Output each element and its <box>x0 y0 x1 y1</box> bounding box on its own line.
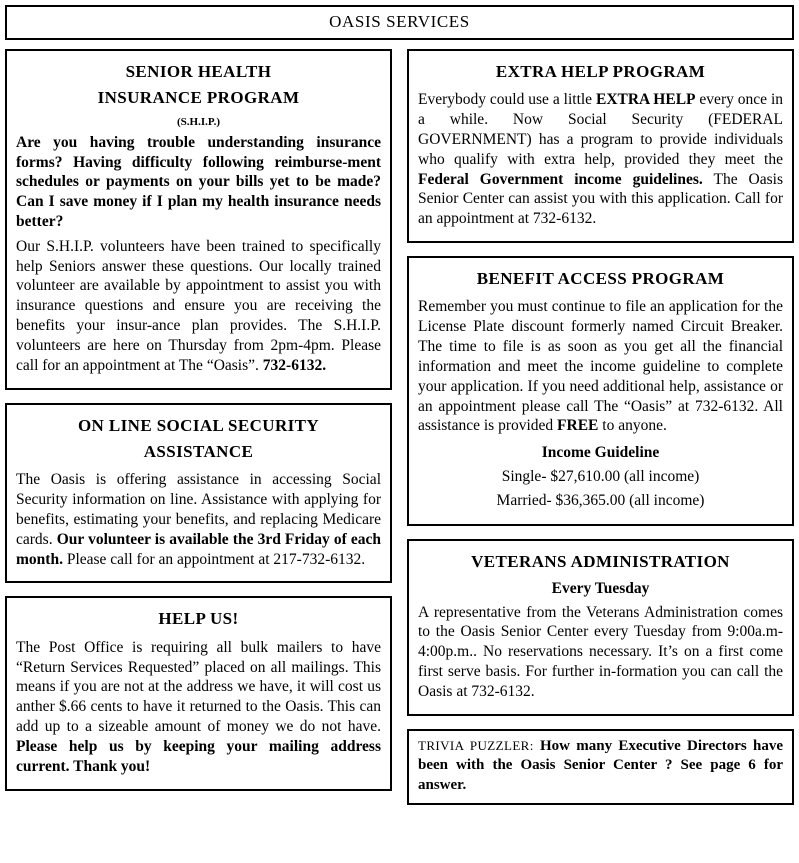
section-online-ss-paragraph <box>16 470 381 569</box>
help-us-bold-note: Please help us by keeping your mailing address current. Thank you! <box>16 737 381 775</box>
page-header <box>5 5 794 40</box>
section-veterans-subtitle: Every Tuesday <box>551 579 650 597</box>
section-extra-help-title: EXTRA HELP PROGRAM <box>495 62 706 81</box>
section-benefit-access-title: BENEFIT ACCESS PROGRAM <box>476 269 725 289</box>
section-extra-help <box>407 49 794 243</box>
online-ss-text-2: Please call for an appointment at 217-732-6132. <box>62 550 366 568</box>
section-online-ss-title <box>16 413 381 466</box>
extra-help-text-3: The Oasis Senior Center can assist you with this application. Call for an appointment at 732-6132. <box>418 170 783 228</box>
section-ship-title-line2: INSURANCE PROGRAM <box>97 88 300 108</box>
help-us-text: The Post Office is requiring all bulk mailers to have “Return Services Requested” placed on all mailings. This means if you are not at the address we have, it will cost us anther $.66 cents to have it returned to the Oasis. This can add up to a sizeable amount of money we do not have. <box>16 638 381 736</box>
benefit-text-1: Remember you must continue to file an application for the License Plate discount formerly named Circuit Breaker. The time to file is as soon as you get all the financial information and meet the income guideline to complete your application. If you need additional help, assistance or an appointment please call The “Oasis” at 732-6132. All assistance is provided <box>418 298 783 435</box>
section-benefit-access <box>407 256 794 526</box>
benefit-text-2: to anyone. <box>598 417 667 435</box>
section-veterans-title: VETERANS ADMINISTRATION <box>471 552 730 572</box>
section-veterans <box>407 539 794 715</box>
extra-help-text-2: every once in a while. Now Social Security (FEDERAL GOVERNMENT) has a program to provide individuals who qualify with extra help, provided they meet the <box>418 91 783 168</box>
section-benefit-access-paragraph <box>418 297 783 436</box>
section-ship <box>5 49 392 390</box>
income-guideline-single: Single- $27,610.00 (all income) <box>501 468 700 486</box>
right-column <box>407 49 794 805</box>
section-online-ss <box>5 403 392 584</box>
extra-help-text-1: Everybody could use a little <box>418 91 596 109</box>
section-help-us <box>5 596 392 790</box>
page-title: OASIS SERVICES <box>329 12 470 31</box>
section-ship-paragraph-2 <box>16 237 381 376</box>
income-guideline-heading: Income Guideline <box>541 444 660 462</box>
section-ship-paragraph-1: Are you having trouble understanding insurance forms? Having difficulty following reimburse-ment schedules or payments on your bills yet to be made? Can I save money if I plan my health insurance needs better? <box>16 133 381 230</box>
left-column <box>5 49 392 805</box>
section-extra-help-paragraph <box>418 90 783 229</box>
section-ship-title <box>16 59 381 112</box>
section-veterans-paragraph: A representative from the Veterans Administration comes to the Oasis Senior Center every Tuesday from 9:00a.m-4:00p.m.. No reservations necessary. It’s on a first come first serve basis. For further in-formation you can call the Oasis at 732-6132. <box>418 603 783 700</box>
extra-help-bold-2: Federal Government income guidelines. <box>418 170 703 188</box>
trivia-question: How many Executive Directors have been with the Oasis Senior Center ? See page 6 for answer. <box>418 737 783 793</box>
online-ss-bold-note: Our volunteer is available the 3rd Friday of each month. <box>16 530 381 568</box>
section-online-ss-title-line1: ON LINE SOCIAL SECURITY <box>77 415 320 435</box>
benefit-free-bold: FREE <box>557 417 599 435</box>
extra-help-bold-1: EXTRA HELP <box>595 91 696 109</box>
income-guideline-married: Married- $36,365.00 (all income) <box>496 492 705 510</box>
trivia-label: TRIVIA PUZZLER: <box>418 737 534 753</box>
section-help-us-title: HELP US! <box>158 609 239 629</box>
section-ship-paragraph-2-text: Our S.H.I.P. volunteers have been trained to specifically help Seniors answer these questions. Our locally trained volunteer are available by appointment to assist you with insurance questions and ensure you are receiving the benefits your insur-ance plan provides. The S.H.I.P. volunteers are here on Thursday from 2pm-4pm. Please call for an appointment at The “Oasis”. <box>16 237 381 374</box>
section-online-ss-title-line2: ASSISTANCE <box>143 441 254 461</box>
section-ship-title-line1: SENIOR HEALTH <box>125 62 272 81</box>
section-ship-subtitle: (S.H.I.P.) <box>177 115 220 128</box>
section-help-us-paragraph <box>16 638 381 777</box>
section-trivia-puzzler <box>407 729 794 806</box>
two-column-layout <box>5 49 794 805</box>
trivia-paragraph <box>418 737 783 796</box>
section-ship-phone: 732-6132. <box>262 356 327 374</box>
online-ss-text-1: The Oasis is offering assistance in accessing Social Security information on line. Assistance with applying for benefits, estimating your benefits, and replacing Medicare cards. <box>16 471 381 548</box>
